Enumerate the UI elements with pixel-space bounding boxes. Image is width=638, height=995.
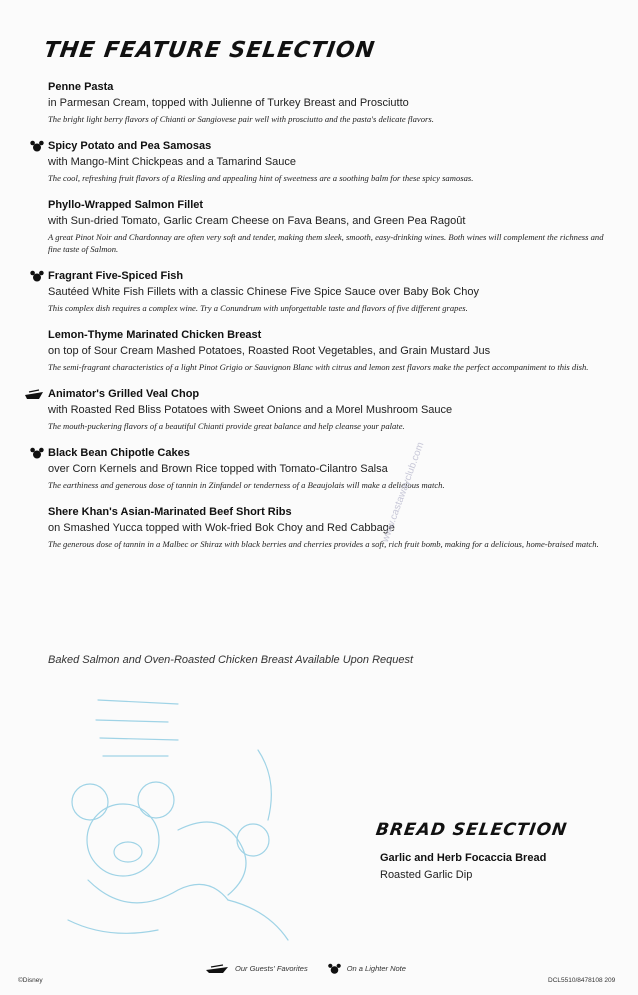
item-description: with Sun-dried Tomato, Garlic Cream Cheese on Fava Beans, and Green Pea Ragoût [48, 215, 466, 227]
bread-name: Garlic and Herb Focaccia Bread [380, 852, 547, 864]
watermark: www.castawayclub.com [380, 440, 427, 544]
ship-icon [24, 387, 40, 401]
mickey-head-icon [328, 963, 341, 974]
wine-pairing-note: The bright light berry flavors of Chianti or Sangiovese pair well with prosciutto and the pasta's delicate flavors. [48, 114, 434, 124]
wine-pairing-note: The earthiness and generous dose of tannin in Zinfandel or tenderness of a Beaujolais will make a delicious match. [48, 480, 445, 490]
section-title: THE FEATURE SELECTION [42, 38, 377, 63]
item-name: Phyllo-Wrapped Salmon Fillet [48, 199, 204, 211]
document-code: DCL5510/8478108 209 [548, 977, 616, 984]
copyright: ©Disney [18, 977, 43, 984]
item-name: Animator's Grilled Veal Chop [48, 388, 200, 400]
menu-item [0, 269, 638, 314]
item-name: Lemon-Thyme Marinated Chicken Breast [48, 329, 262, 341]
wine-pairing-note: The mouth-puckering flavors of a beautiful Chianti provide great balance and help cleanse your palate. [48, 421, 405, 431]
wine-pairing-note: The generous dose of tannin in a Malbec or Shiraz with black berries and cherries provides a soft, rich fruit bomb, making for a delicious, home-braised match. [48, 539, 599, 549]
item-description: over Corn Kernels and Brown Rice topped with Tomato-Cilantro Salsa [48, 463, 388, 475]
wine-pairing-note: The cool, refreshing fruit flavors of a Riesling and appealing hint of sweetness are a soothing balm for these spicy samosas. [48, 173, 474, 183]
mickey-head-icon [30, 269, 46, 283]
menu-item [0, 446, 638, 491]
ship-icon [205, 964, 229, 974]
menu-item [0, 139, 638, 184]
guests-favorites-label: Our Guests' Favorites [235, 964, 308, 973]
item-name: Fragrant Five-Spiced Fish [48, 270, 184, 282]
item-description: on top of Sour Cream Mashed Potatoes, Roasted Root Vegetables, and Grain Mustard Jus [48, 345, 491, 357]
item-description: Sautéed White Fish Fillets with a classic Chinese Five Spice Sauce over Baby Bok Choy [48, 286, 480, 298]
mickey-head-icon [30, 446, 46, 460]
item-name: Spicy Potato and Pea Samosas [48, 140, 212, 152]
wine-pairing-note: The semi-fragrant characteristics of a light Pinot Grigio or Sauvignon Blanc with citrus and lemon zest flavors make the perfect accompaniment to this dish. [48, 362, 589, 372]
menu-items [0, 80, 638, 550]
menu-item [0, 80, 638, 125]
item-name: Shere Khan's Asian-Marinated Beef Short Ribs [48, 506, 292, 518]
menu-item [0, 505, 638, 550]
menu-item [0, 328, 638, 373]
mickey-head-icon [30, 139, 46, 153]
item-name: Penne Pasta [48, 81, 114, 93]
item-description: in Parmesan Cream, topped with Julienne of Turkey Breast and Prosciutto [48, 97, 409, 109]
item-description: with Roasted Red Bliss Potatoes with Sweet Onions and a Morel Mushroom Sauce [48, 404, 453, 416]
bread-item [380, 851, 546, 883]
lighter-note-label: On a Lighter Note [346, 964, 406, 973]
item-description: with Mango-Mint Chickpeas and a Tamarind Sauce [48, 156, 297, 168]
wine-pairing-note: A great Pinot Noir and Chardonnay are often very soft and tender, making them sleek, smooth, easy-drinking wines. Both wines will complement the richness and fine taste of Salmon. [48, 232, 604, 254]
extra-note: Baked Salmon and Oven-Roasted Chicken Breast Available Upon Request [48, 654, 414, 666]
bread-section-title: BREAD SELECTION [374, 820, 569, 840]
item-name: Black Bean Chipotle Cakes [48, 447, 190, 459]
item-description: on Smashed Yucca topped with Wok-fried Bok Choy and Red Cabbage [48, 522, 395, 534]
menu-item [0, 387, 638, 432]
bread-description: Roasted Garlic Dip [380, 869, 473, 881]
icon-legend [205, 963, 406, 974]
wine-pairing-note: This complex dish requires a complex wine. Try a Conundrum with unforgettable taste and flavors of five different grapes. [48, 303, 468, 313]
menu-item [0, 198, 638, 255]
mickey-sketch-illustration [28, 690, 328, 950]
